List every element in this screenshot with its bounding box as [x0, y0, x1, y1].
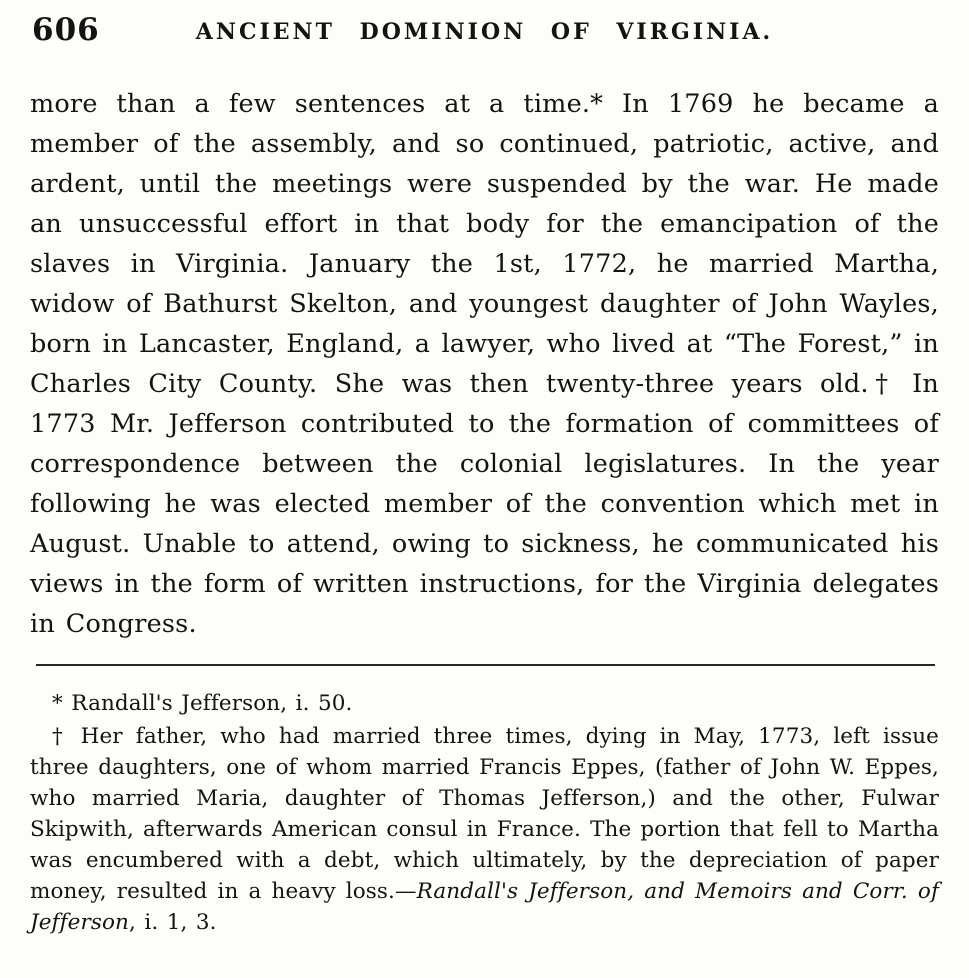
footnotes-section: [30, 688, 939, 938]
footnote-dagger: [30, 721, 939, 938]
page-header: [30, 12, 939, 60]
footnote-dagger-tail: , i. 1, 3.: [128, 910, 217, 935]
body-paragraph: more than a few sentences at a time.* In 1769 he became a member of the assembly, and so continued, patriotic, active, and ardent, until the meetings were suspended by the war. He made an unsuccessful effort in that body for the emancipation of the slaves in Virginia. January the 1st, 1772, he married Martha, widow of Bathurst Skelton, and youngest daughter of John Wayles, born in Lancaster, England, a lawyer, who lived at “The Forest,” in Charles City County. She was then twenty-three years old.† In 1773 Mr. Jefferson contributed to the formation of committees of correspondence between the colonial legislatures. In the year following he was elected member of the convention which met in August. Unable to attend, owing to sickness, he communicated his views in the form of written instructions, for the Virginia delegates in Congress.: [30, 89, 939, 639]
footnote-dagger-citation: Randall's Jefferson, and Memoirs and Corr. of Jefferson: [30, 879, 939, 935]
running-title: ANCIENT DOMINION OF VIRGINIA.: [195, 19, 774, 45]
footnote-dagger-text: † Her father, who had married three times, dying in May, 1773, left issue three daughters, one of whom married Francis Eppes, (father of John W. Eppes, who married Maria, daughter of Thomas Jefferson,) and the other, Fulwar Skipwith, afterwards American consul in France. The portion that fell to Martha was encumbered with a debt, which ultimately, by the depreciation of paper money, resulted in a heavy loss.—: [30, 724, 939, 904]
footnote-asterisk: * Randall's Jefferson, i. 50.: [52, 691, 353, 716]
page-number: 606: [32, 12, 100, 48]
footnote-divider: [36, 664, 935, 666]
